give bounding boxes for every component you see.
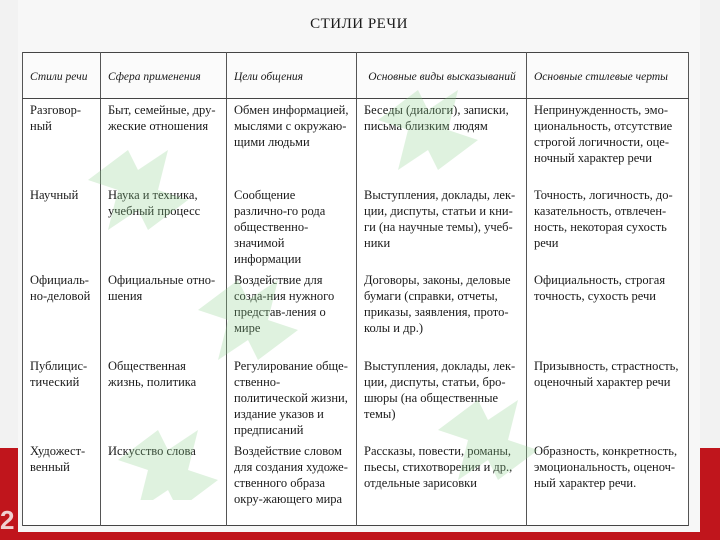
table-cell: Обмен информацией, мыслями с окружаю-щими людьми [227,99,357,185]
table-cell: Искусство слова [101,440,227,526]
table-cell: Беседы (диалоги), записки, письма близким людям [357,99,527,185]
table-cell: Рассказы, повести, романы, пьесы, стихотворения и др., отдельные зарисовки [357,440,527,526]
table-cell: Воздействие словом для создания художе-ственного образа окру-жающего мира [227,440,357,526]
table-cell: Быт, семейные, дру-жеские отношения [101,99,227,185]
table-row [23,184,689,269]
style-name-cell: Художест-венный [23,440,101,526]
table-row [23,355,689,440]
styles-table [22,52,689,526]
slide-number: 2 [0,505,14,535]
style-name-cell: Официаль-но-деловой [23,269,101,354]
header-row [23,53,689,99]
table-cell: Регулирование обще-ственно-политической жизни, издание указов и предписаний [227,355,357,440]
table-row [23,269,689,354]
page-title: СТИЛИ РЕЧИ [310,16,408,32]
header-cell: Основные виды высказываний [357,53,527,99]
table-row [23,99,689,185]
table-cell: Воздействие для созда-ния нужного представ-ления о мире [227,269,357,354]
table-cell: Точность, логичность, до-казательность, отвлечен-ность, некоторая сухость речи [527,184,689,269]
table-cell: Договоры, законы, деловые бумаги (справки, отчеты, приказы, заявления, прото-колы и др.) [357,269,527,354]
table-cell: Сообщение различно-го рода общественно-значимой информации [227,184,357,269]
table-cell: Общественная жизнь, политика [101,355,227,440]
table-cell: Непринужденность, эмо-циональность, отсутствие строгой логичности, оце-ночный характер речи [527,99,689,185]
table-cell: Официальные отно-шения [101,269,227,354]
style-name-cell: Публицис-тический [23,355,101,440]
document-sheet [18,0,700,532]
table-cell: Официальность, строгая точность, сухость речи [527,269,689,354]
header-cell: Сфера применения [101,53,227,99]
header-cell: Стили речи [23,53,101,99]
header-cell: Цели общения [227,53,357,99]
style-name-cell: Разговор-ный [23,99,101,185]
table-cell: Выступления, доклады, лек-ции, диспуты, статьи, бро-шюры (на общественные темы) [357,355,527,440]
table-cell: Выступления, доклады, лек-ции, диспуты, статьи и кни-ги (на научные темы), учеб-ники [357,184,527,269]
style-name-cell: Научный [23,184,101,269]
table-row [23,440,689,526]
table-cell: Наука и техника, учебный процесс [101,184,227,269]
table-cell: Призывность, страстность, оценочный характер речи [527,355,689,440]
header-cell: Основные стилевые черты [527,53,689,99]
table-cell: Образность, конкретность, эмоциональность, оценоч-ный характер речи. [527,440,689,526]
